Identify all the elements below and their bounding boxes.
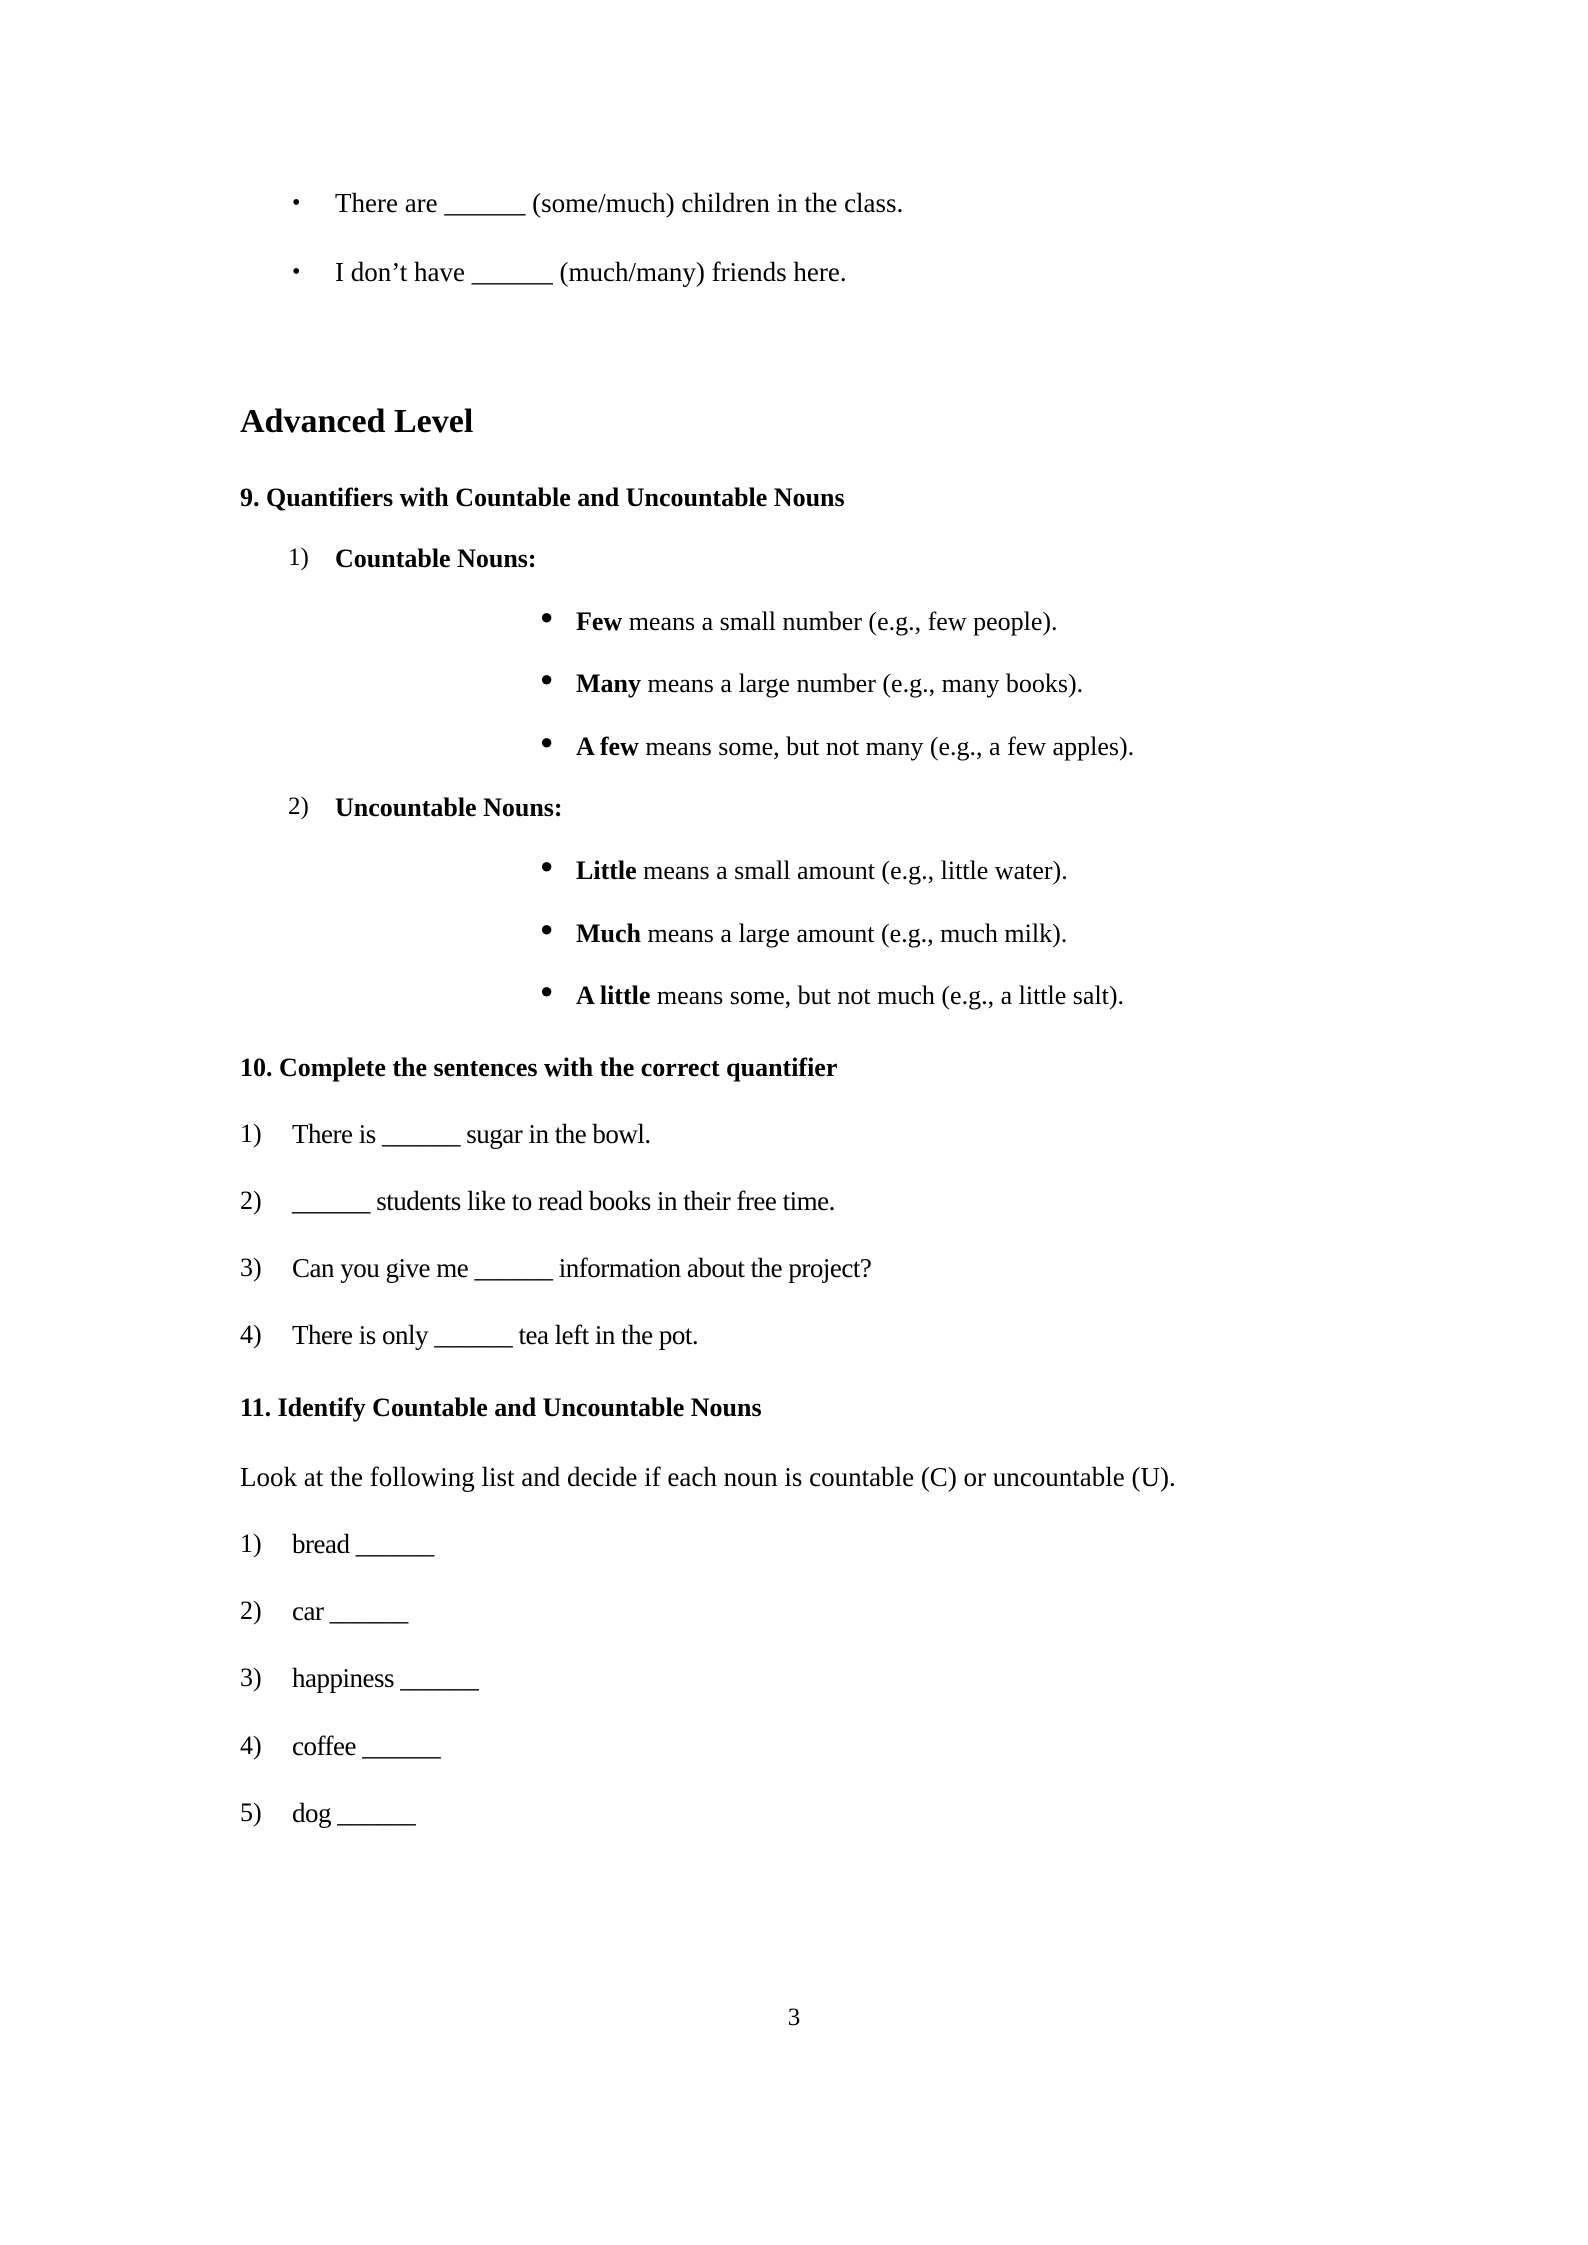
- bullet-icon: •: [292, 190, 301, 216]
- page-number: 3: [787, 2004, 801, 2031]
- item-marker: 4): [240, 1730, 262, 1760]
- bullet-icon: ●: [540, 666, 554, 692]
- list-item: [240, 1661, 1320, 1696]
- bullet-icon: ●: [540, 852, 554, 878]
- bullet-icon: ●: [540, 729, 554, 755]
- list-item: [335, 979, 1320, 1013]
- noun-text: bread ______: [292, 1529, 434, 1560]
- quantifier-definition: means some, but not many (e.g., a few apples).: [638, 732, 1135, 762]
- section-10-question-list: [240, 1117, 1320, 1353]
- section-11-instruction: Look at the following list and decide if each noun is countable (C) or uncountable (U).: [240, 1462, 1176, 1493]
- section-9-heading: 9. Quantifiers with Countable and Uncountable Nouns: [240, 483, 845, 513]
- list-item: [240, 255, 1320, 291]
- list-item: [335, 730, 1320, 764]
- list-item: [240, 1527, 1320, 1562]
- group-title: Uncountable Nouns:: [335, 793, 563, 823]
- countable-definition-list: [335, 605, 1320, 764]
- quantifier-definition: means a small amount (e.g., little water).: [636, 855, 1068, 885]
- list-item: [335, 854, 1320, 888]
- quantifier-definition: means a large number (e.g., many books).: [641, 669, 1084, 699]
- quantifier-term: Many: [576, 669, 641, 699]
- item-marker: 2): [240, 1186, 262, 1216]
- quantifier-term: A little: [576, 981, 651, 1011]
- bullet-icon: ●: [540, 978, 554, 1004]
- quantifier-definition: means a small number (e.g., few people).: [622, 606, 1058, 636]
- item-marker: 1): [240, 1119, 262, 1149]
- uncountable-definition-list: [335, 854, 1320, 1013]
- section-9-groups: [240, 542, 1320, 1013]
- question-text: Can you give me ______ information about the project?: [292, 1253, 872, 1284]
- continued-bullet-list: [240, 186, 1320, 290]
- section-11-noun-list: [240, 1527, 1320, 1830]
- list-item: [240, 1251, 1320, 1286]
- bullet-text: There are ______ (some/much) children in the class.: [335, 188, 904, 218]
- noun-text: coffee ______: [292, 1730, 441, 1761]
- list-item: [240, 1318, 1320, 1353]
- page-content: [240, 186, 1320, 1831]
- list-item: [335, 605, 1320, 639]
- section-10-heading: 10. Complete the sentences with the correct quantifier: [240, 1053, 838, 1083]
- list-item: [240, 1594, 1320, 1629]
- question-text: There is only ______ tea left in the pot.: [292, 1320, 699, 1351]
- quantifier-term: A few: [576, 732, 639, 762]
- level-heading: Advanced Level: [240, 403, 474, 441]
- list-item: [240, 1117, 1320, 1152]
- quantifier-definition: means some, but not much (e.g., a little salt).: [650, 981, 1125, 1011]
- item-marker: 2): [240, 1596, 262, 1626]
- quantifier-term: Few: [576, 606, 623, 636]
- item-marker: 3): [240, 1253, 262, 1283]
- list-item: [240, 1729, 1320, 1764]
- group-uncountable-nouns: [240, 791, 1320, 1013]
- quantifier-term: Little: [576, 855, 637, 885]
- item-marker: 1): [240, 1529, 262, 1559]
- group-title: Countable Nouns:: [335, 543, 537, 573]
- list-item: [240, 186, 1320, 222]
- item-marker: 4): [240, 1320, 262, 1350]
- list-item: [240, 1184, 1320, 1219]
- noun-text: dog ______: [292, 1797, 416, 1828]
- group-marker: 1): [288, 543, 309, 571]
- list-item: [240, 1796, 1320, 1831]
- noun-text: happiness ______: [292, 1663, 479, 1694]
- quantifier-term: Much: [576, 918, 641, 948]
- quantifier-definition: means a large amount (e.g., much milk).: [641, 918, 1068, 948]
- noun-text: car ______: [292, 1596, 408, 1627]
- bullet-text: I don’t have ______ (much/many) friends here.: [335, 256, 847, 287]
- section-11-heading: 11. Identify Countable and Uncountable Nouns: [240, 1393, 762, 1423]
- bullet-icon: ●: [540, 603, 554, 629]
- item-marker: 3): [240, 1663, 262, 1693]
- list-item: [335, 917, 1320, 951]
- bullet-icon: ●: [540, 915, 554, 941]
- bullet-icon: •: [292, 258, 301, 285]
- group-countable-nouns: [240, 542, 1320, 764]
- question-text: There is ______ sugar in the bowl.: [292, 1119, 651, 1150]
- group-marker: 2): [288, 793, 309, 821]
- question-text: ______ students like to read books in their free time.: [292, 1186, 835, 1217]
- item-marker: 5): [240, 1797, 262, 1827]
- list-item: [335, 667, 1320, 701]
